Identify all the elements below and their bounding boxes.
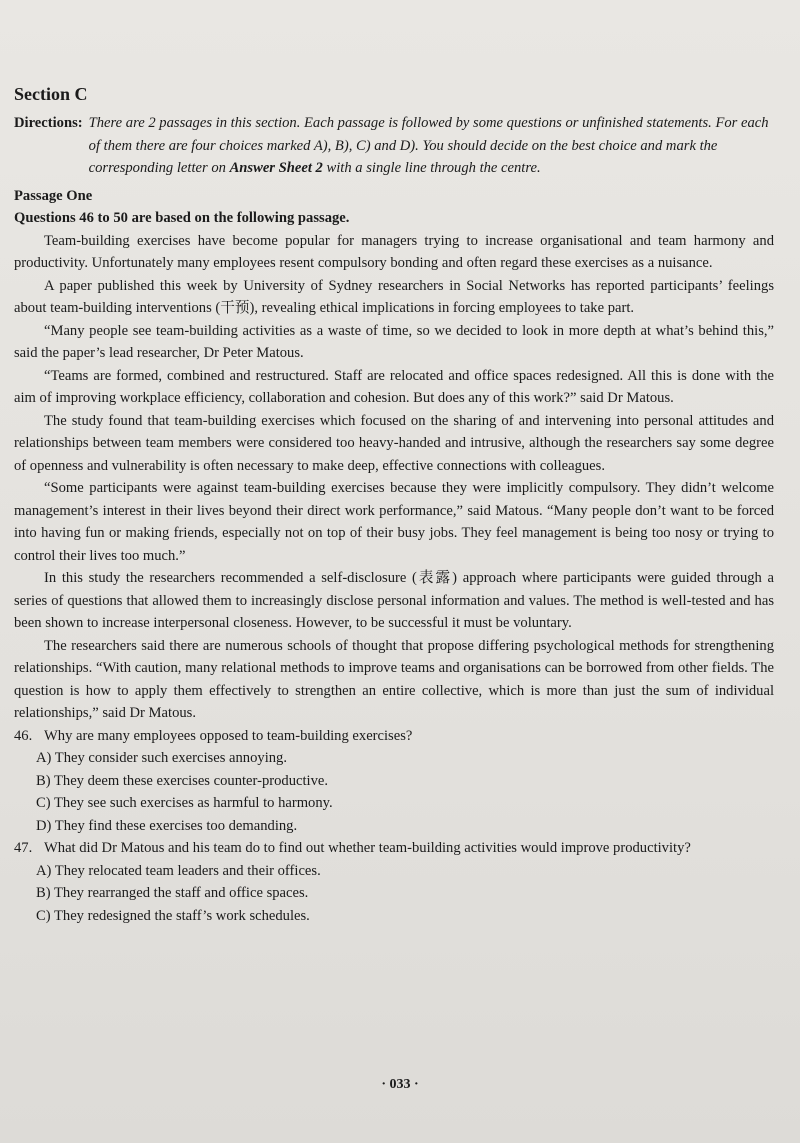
- question-text: What did Dr Matous and his team do to find out whether team-building activities would improve productivity?: [44, 840, 691, 856]
- question-text: Why are many employees opposed to team-building exercises?: [44, 727, 413, 744]
- question-stem: [14, 725, 774, 748]
- page-number: · 033 ·: [381, 1077, 419, 1092]
- option-b[interactable]: B) They deem these exercises counter-productive.: [36, 772, 329, 789]
- option-a[interactable]: A) They consider such exercises annoying.: [36, 750, 287, 766]
- passage-title: Passage One: [14, 187, 93, 204]
- option-c[interactable]: C) They see such exercises as harmful to harmony.: [36, 795, 333, 811]
- question-number: 47.: [14, 840, 33, 856]
- option-c[interactable]: C) They redesigned the staff’s work schedules.: [36, 907, 310, 924]
- question-stem: [14, 837, 774, 860]
- passage-paragraph-5: The study found that team-building exercises which focused on the sharing of and intervening into personal attitudes and relationships between team members were considered too heavy-handed and intrusive, although the researchers say some degree of openness and vulnerability is often necessary to make deep, effective connections with colleagues.: [14, 412, 774, 474]
- passage-paragraph-8: The researchers said there are numerous schools of thought that propose differing psychological methods for strengthening relationships. “With caution, many relational methods to improve teams and organisations can be borrowed from other fields. The question is how to apply them effectively to strengthen an entire collective, which is more than just the sum of individual relationships,” said Dr Matous.: [14, 637, 774, 721]
- question-46: [14, 725, 774, 838]
- directions-label: Directions:: [14, 115, 83, 131]
- directions-text-part-1: There are 2 passages in this section. Each passage is followed by some questions or unfinished statements. For each of them there are four choices marked A), B), C) and D). You should decide on the best choice and mark the corresponding letter on: [88, 115, 769, 176]
- passage-paragraph-1: Team-building exercises have become popular for managers trying to increase organisational and team harmony and productivity. Unfortunately many employees resent compulsory bonding and often regard these exercises as a nuisance.: [14, 232, 774, 271]
- passage-paragraph-7: In this study the researchers recommended a self-disclosure (表露) approach where participants were guided through a series of questions that allowed them to increasingly disclose personal information and values. The method is well-tested and has been shown to increase interpersonal closeness. However, to be successful it must be voluntary.: [14, 570, 774, 631]
- passage-paragraph-4: “Teams are formed, combined and restructured. Staff are relocated and office spaces redesigned. All this is done with the aim of improving workplace efficiency, collaboration and cohesion. But does any of this work?” said Dr Matous.: [14, 367, 774, 406]
- passage-paragraph-6: “Some participants were against team-building exercises because they were implicitly compulsory. They didn’t welcome management’s interest in their lives beyond their direct work performance,” said Matous. “Many people don’t want to be forced into having fun or making friends, especially not on top of their busy jobs. They feel management is being too nosy or trying to control their lives too much.”: [14, 480, 774, 564]
- passage-heading: Questions 46 to 50 are based on the following passage.: [14, 210, 350, 226]
- section-title: Section C: [14, 84, 88, 104]
- option-a[interactable]: A) They relocated team leaders and their offices.: [36, 862, 321, 879]
- directions-text: [89, 112, 774, 180]
- question-number: 46.: [14, 727, 33, 744]
- option-d[interactable]: D) They find these exercises too demanding.: [36, 817, 298, 834]
- directions: [14, 112, 774, 180]
- passage-paragraph-3: “Many people see team-building activities as a waste of time, so we decided to look in more depth at what’s behind this,” said the paper’s lead researcher, Dr Peter Matous.: [14, 322, 774, 361]
- directions-text-part-2: with a single line through the centre.: [322, 160, 541, 176]
- question-47: [14, 837, 774, 927]
- option-b[interactable]: B) They rearranged the staff and office spaces.: [36, 885, 309, 901]
- answer-sheet-reference: Answer Sheet 2: [229, 160, 323, 176]
- passage-paragraph-2: A paper published this week by University of Sydney researchers in Social Networks has reported participants’ feelings about team-building interventions (干预), revealing ethical implications in forcing employees to take part.: [14, 277, 774, 316]
